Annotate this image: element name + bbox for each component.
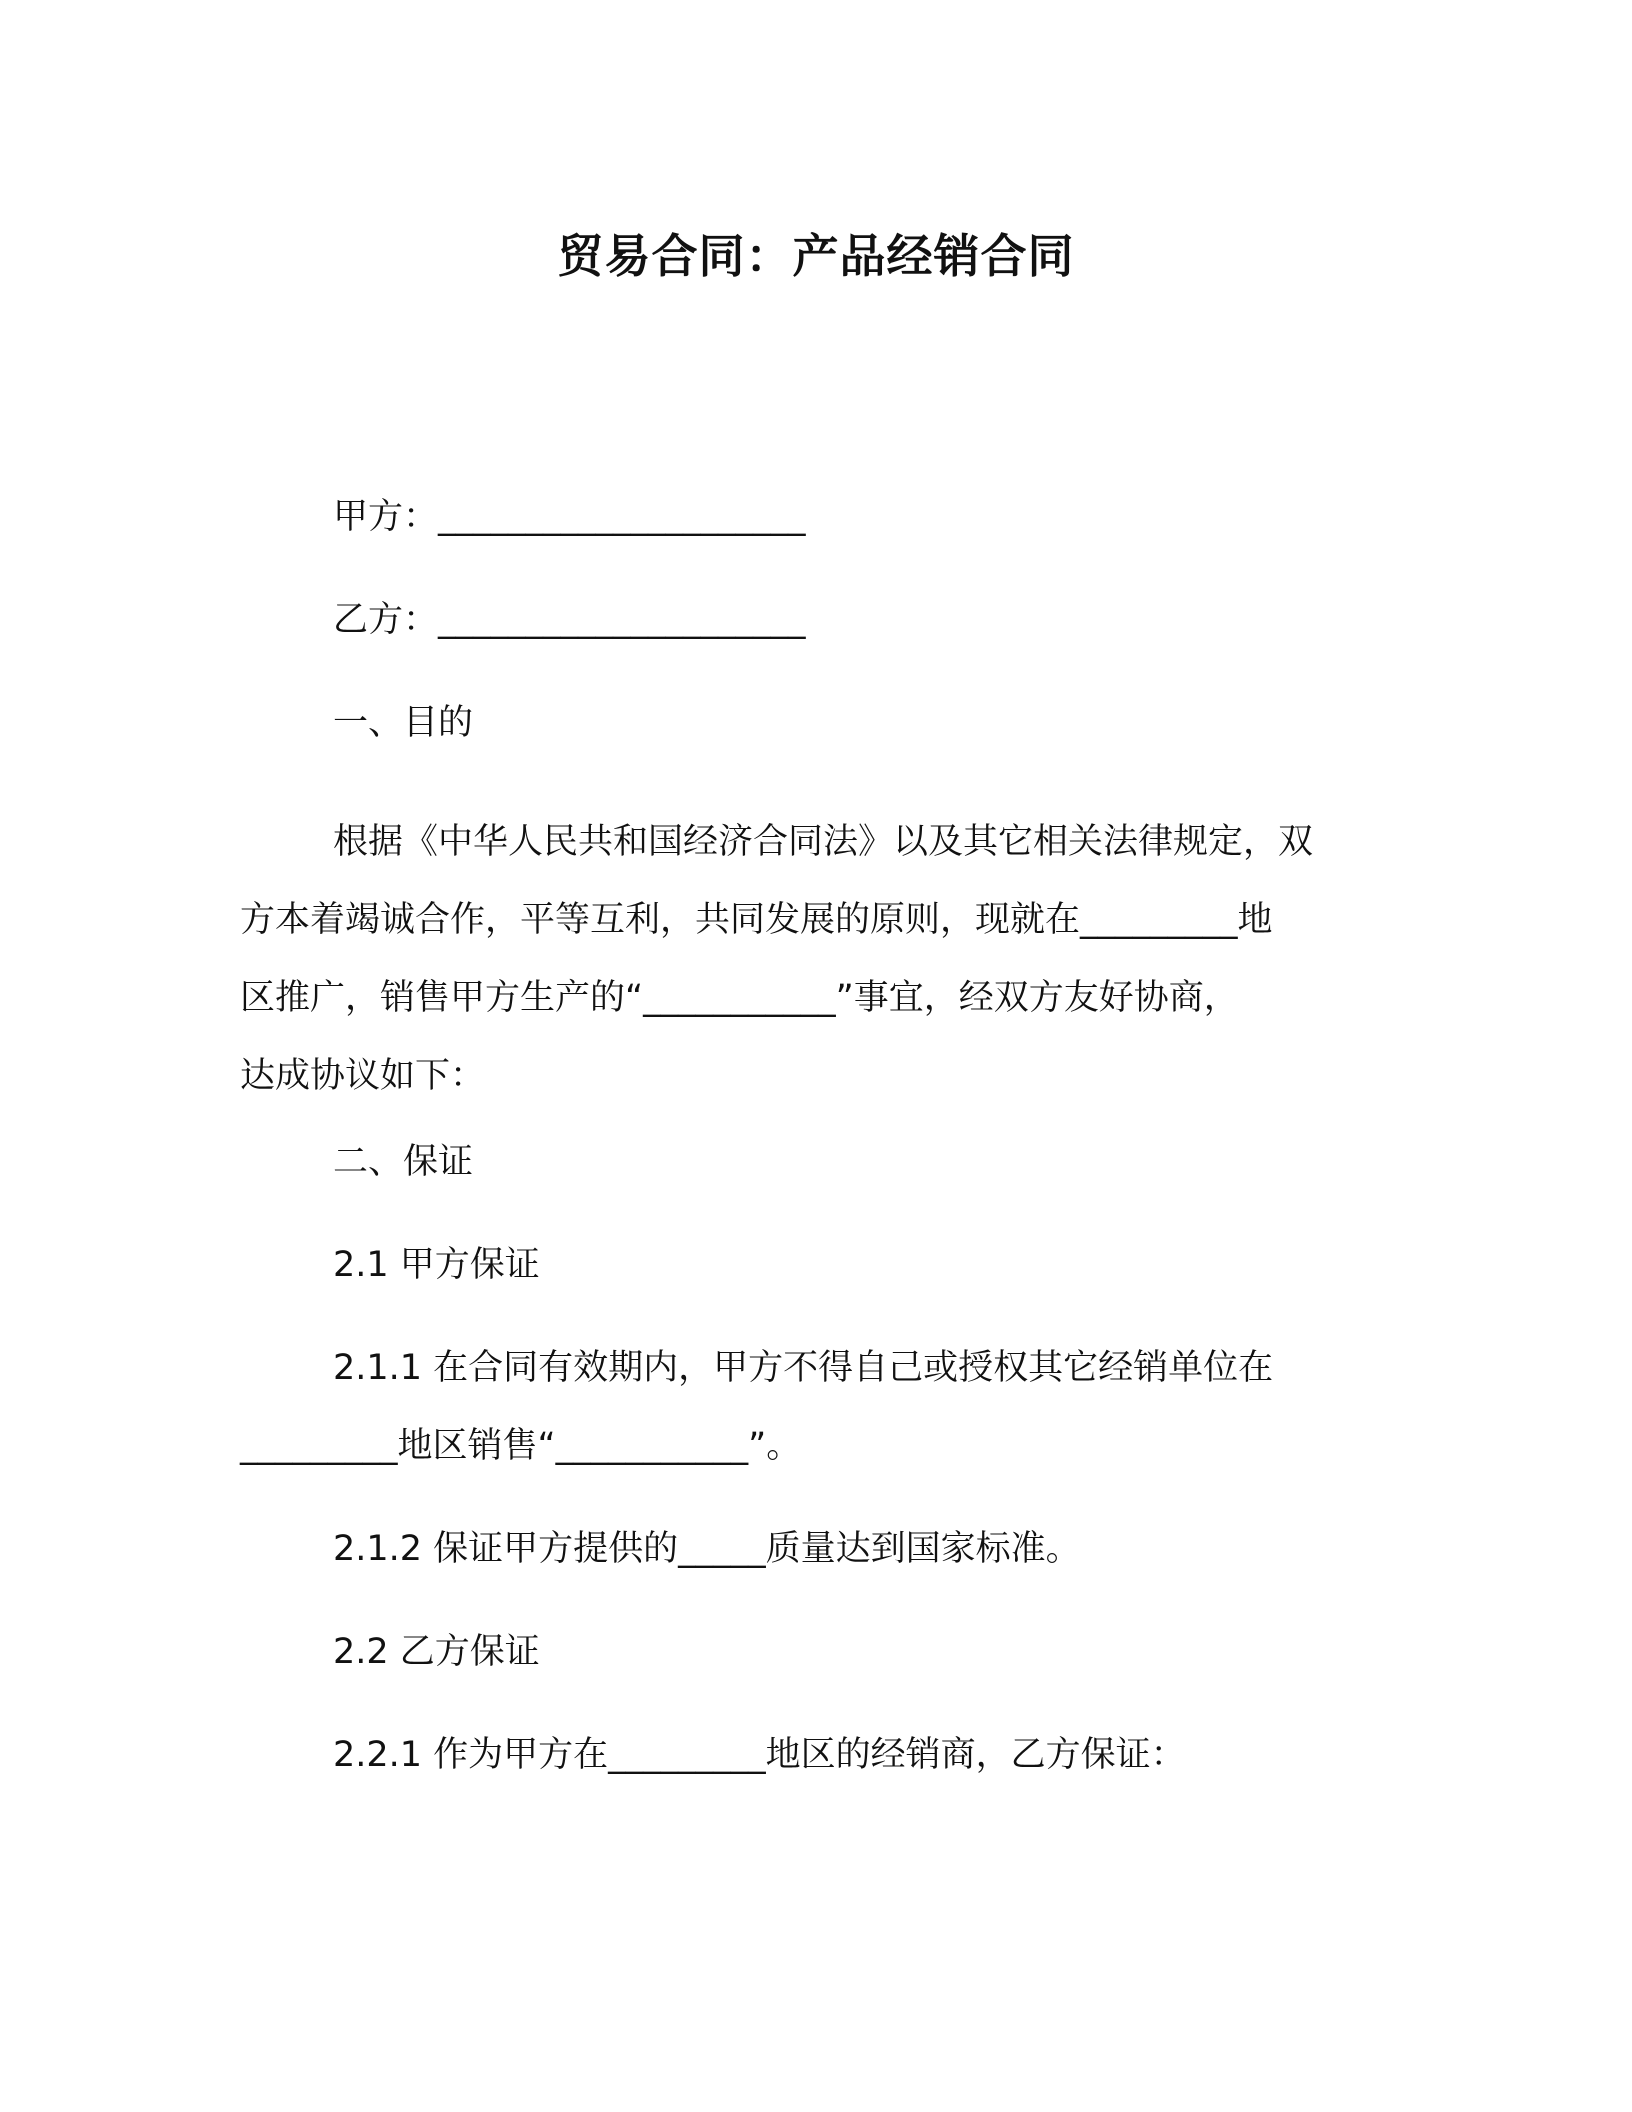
- purpose-paragraph-line-3: 区推广，销售甲方生产的“___________”事宜，经双方友好协商，: [240, 978, 1239, 1018]
- clause-2-1-1-line-1: 2.1.1 在合同有效期内，甲方不得自己或授权其它经销单位在: [333, 1348, 1274, 1388]
- purpose-paragraph: [240, 803, 1370, 1115]
- clause-2-2-1: 2.2.1 作为甲方在_________地区的经销商，乙方保证：: [333, 1735, 1186, 1775]
- clause-2-1-1-line-2: _________地区销售“___________”。: [240, 1426, 802, 1466]
- purpose-paragraph-line-2: 方本着竭诚合作，平等互利，共同发展的原则，现就在_________地: [240, 900, 1273, 940]
- party-a-line: 甲方：_____________________: [333, 497, 806, 537]
- document-title: 贸易合同：产品经销合同: [557, 229, 1075, 283]
- purpose-paragraph-line-1: 根据《中华人民共和国经济合同法》以及其它相关法律规定，双: [333, 822, 1314, 862]
- section-heading-purpose: 一、目的: [333, 703, 474, 743]
- party-b-line: 乙方：_____________________: [333, 600, 806, 640]
- purpose-paragraph-line-4: 达成协议如下：: [240, 1056, 486, 1096]
- clause-2-1-2: 2.1.2 保证甲方提供的_____质量达到国家标准。: [333, 1529, 1081, 1569]
- clause-2-1-heading: 2.1 甲方保证: [333, 1245, 540, 1285]
- section-heading-guarantee: 二、保证: [333, 1142, 474, 1182]
- clause-2-2-heading: 2.2 乙方保证: [333, 1632, 540, 1672]
